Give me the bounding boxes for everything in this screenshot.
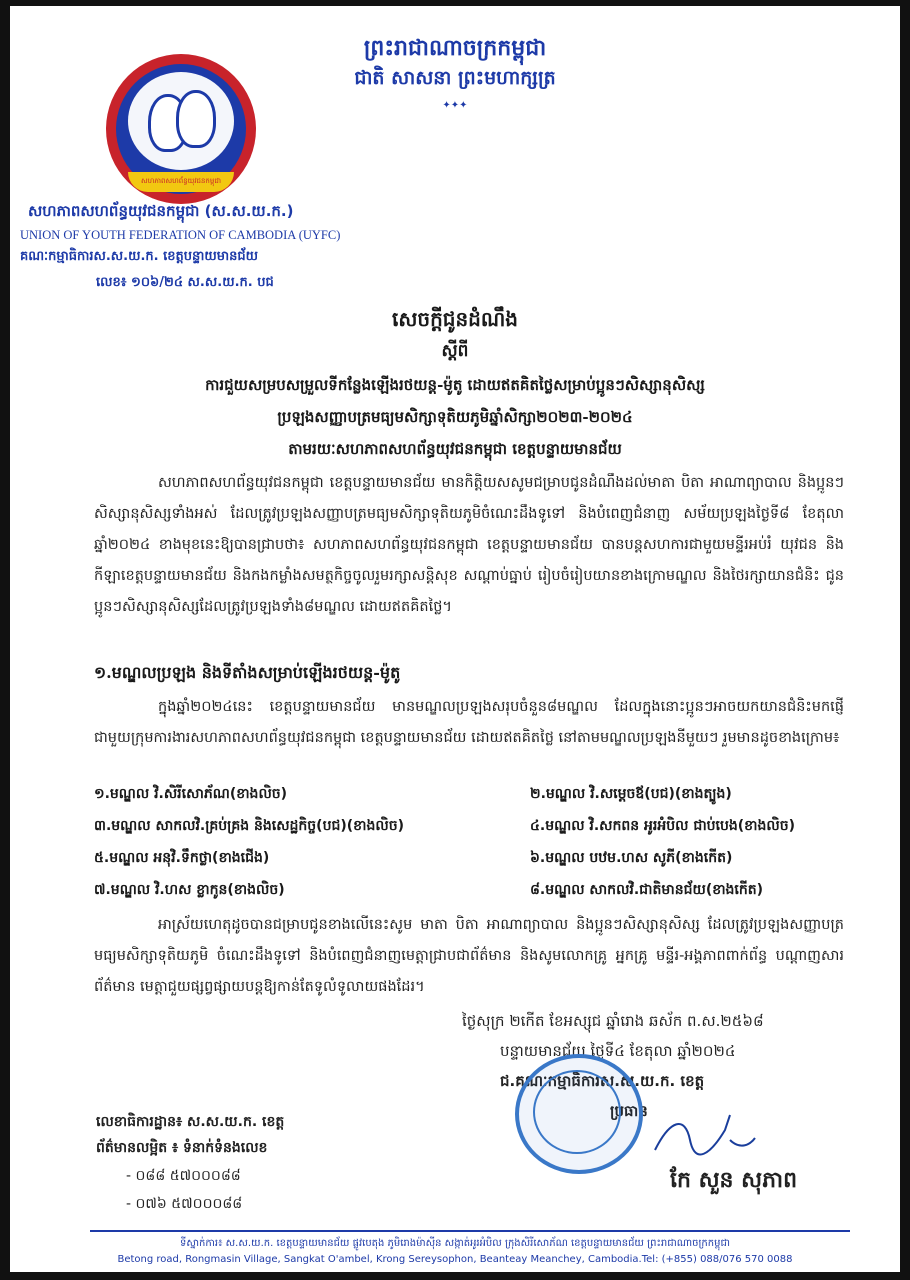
- body-paragraph-3: អាស្រ័យហេតុដូចបានជម្រាបជូនខាងលើនេះសូម មាតា បិតា អាណាព្យាបាល និងប្អូនៗសិស្សានុសិស្ស ដែលត្រូវប្រឡងសញ្ញាបត្រមធ្យមសិក្សាទុតិយភូមិ ចំណេះដឹងទូទៅ និងបំពេញជំនាញមេត្តាជ្រាបជាព័ត៌មាន និងសូមលោកគ្រូ អ្នកគ្រូ មន្ទីរ-អង្គភាពពាក់ព័ន្ធ បណ្តាញសារព័ត៌មាន មេត្តាជួយផ្សព្វផ្សាយបន្តឱ្យកាន់តែទូលំទូលាយផងដែរ។: [94, 917, 844, 995]
- official-stamp: [515, 1054, 643, 1174]
- exam-center-6: ៦.មណ្ឌល បឋម.ហស សូភី(ខាងកើត): [530, 850, 733, 866]
- exam-center-3: ៣.មណ្ឌល សាកលវិ.គ្រប់គ្រង និងសេដ្ឋកិច្ច(បជ)(ខាងលិច): [94, 818, 404, 834]
- org-name-kh: សហភាពសហព័ន្ធយុវជនកម្ពុជា (ស.ស.យ.ក.): [28, 202, 294, 220]
- footer-address-kh: ទីស្នាក់ការ៖ ស.ស.យ.ក. ខេត្តបន្ទាយមានជ័យ ផ្លូវបេតុង ភូមិរោងម៉ាស៊ីន សង្កាត់អូរអំបិល ក្រុងសិរីសោភ័ណ ខេត្តបន្ទាយមានជ័យ ព្រះរាជាណាចក្រកម្ពុជា: [179, 1238, 730, 1249]
- notice-subject-line1: ការជួយសម្របសម្រួលទីកន្លែងឡើងរថយន្ត-ម៉ូតូ ដោយឥតគិតថ្លៃសម្រាប់ប្អូនៗសិស្សានុសិស្ស: [205, 376, 705, 394]
- exam-center-1: ១.មណ្ឌល វិ.សិរីសោភ័ណ(ខាងលិច): [94, 786, 288, 802]
- org-name-en: UNION OF YOUTH FEDERATION OF CAMBODIA (UYFC): [20, 228, 341, 242]
- notice-subject-line2: ប្រឡងសញ្ញាបត្រមធ្យមសិក្សាទុតិយភូមិឆ្នាំសិក្សា២០២៣-២០២៤: [277, 408, 633, 426]
- signer-organization: ជ.គណៈកម្មាធិការស.ស.យ.ក. ខេត្ត: [500, 1072, 705, 1090]
- signer-name: កែ សួន សុភាព: [670, 1167, 798, 1193]
- footer-address-en: Betong road, Rongmasin Village, Sangkat O'ambel, Krong Sereysophon, Beanteay Meanchey, Cambodia.Tel: (+855) 088/076 570 0088: [117, 1254, 793, 1265]
- notice-title: សេចក្តីជូនដំណឹង: [392, 307, 518, 331]
- contact-secretariat: លេខាធិការដ្ឋាន៖ ស.ស.យ.ក. ខេត្ត: [96, 1114, 285, 1130]
- exam-center-5: ៥.មណ្ឌល អនុវិ.ទឹកថ្លា(ខាងជើង): [94, 850, 270, 866]
- ornament-divider: ✦✦✦: [442, 100, 468, 111]
- signer-title: ប្រធាន: [610, 1102, 648, 1120]
- body-paragraph-1: សហភាពសហព័ន្ធយុវជនកម្ពុជា ខេត្តបន្ទាយមានជ័យ មានកិត្តិយសសូមជម្រាបជូនដំណឹងដល់មាតា បិតា អាណាព្យាបាល និងប្អូនៗសិស្សានុសិស្សទាំងអស់ ដែលត្រូវប្រឡងសញ្ញាបត្រមធ្យមសិក្សាទុតិយភូមិចំណេះដឹងទូទៅ និងបំពេញជំនាញ សម័យប្រឡងថ្ងៃទី៨ ខែតុលា ឆ្នាំ២០២៤ ខាងមុខនេះឱ្យបានជ្រាបថា៖ សហភាពសហព័ន្ធយុវជនកម្ពុជា ខេត្តបន្ទាយមានជ័យ បានបន្តសហការជាមួយមន្ទីរអប់រំ យុវជន និងកីឡាខេត្តបន្ទាយមានជ័យ និងកងកម្លាំងសមត្ថកិច្ចចូលរួមរក្សាសន្តិសុខ សណ្តាប់ធ្នាប់ រៀបចំរៀបយានខាងក្រោមណ្ឌល និងថៃរក្សាយានជំនិះ ជូនប្អូនៗសិស្សានុសិស្សដែលត្រូវប្រឡងទាំង៨មណ្ឌល ដោយឥតគិតថ្លៃ។: [94, 475, 844, 615]
- exam-center-7: ៧.មណ្ឌល វិ.ហស ខ្លាកូន(ខាងលិច): [94, 882, 285, 898]
- exam-center-4: ៤.មណ្ឌល វិ.សកពន អូរអំបិល ជាប់បេង(ខាងលិច): [530, 818, 796, 834]
- footer-divider: [90, 1230, 850, 1232]
- contact-info-label: ព័ត៌មានលម្អិត ៖ ទំនាក់ទំនងលេខ: [96, 1140, 268, 1156]
- exam-center-8: ៨.មណ្ឌល សាកលវិ.ជាតិមានជ័យ(ខាងកើត): [530, 882, 764, 898]
- letter-page: [10, 6, 900, 1272]
- kingdom-heading: ព្រះរាជាណាចក្រកម្ពុជា: [363, 35, 547, 61]
- body-paragraph-2: ក្នុងឆ្នាំ២០២៤នេះ ខេត្តបន្ទាយមានជ័យ មានមណ្ឌលប្រឡងសរុបចំនួន៨មណ្ឌល ដែលក្នុងនោះប្អូនៗអាចយកយានជំនិះមកផ្ញើជាមួយក្រុមការងារសហភាពសហព័ន្ធយុវជនកម្ពុជា ខេត្តបន្ទាយមានជ័យ ដោយឥតគិតថ្លៃ នៅតាមមណ្ឌលប្រឡងនីមួយៗ រួមមានដូចខាងក្រោម៖: [94, 699, 844, 746]
- motto-heading: ជាតិ សាសនា ព្រះមហាក្សត្រ: [354, 67, 556, 89]
- lunar-date: ថ្ងៃសុក្រ ២កើត ខែអស្សុជ ឆ្នាំរោង ឆស័ក ព.ស.២៥៦៨: [462, 1012, 764, 1030]
- notice-subject-label: ស្តីពី: [441, 341, 469, 361]
- reference-number: លេខ៖ ១០៦/២៤ ស.ស.យ.ក. បជ: [96, 275, 274, 290]
- section-heading-1: ១.មណ្ឌលប្រឡង និងទីតាំងសម្រាប់ឡើងរថយន្ត-ម៉ូតូ: [94, 663, 401, 682]
- exam-center-2: ២.មណ្ឌល វិ.សម្តេចឪ(បជ)(ខាងត្បូង): [530, 786, 732, 802]
- contact-phone-1: - ០៨៨ ៥៧០០០៨៨: [126, 1168, 241, 1184]
- notice-subject-line3: តាមរយៈសហភាពសហព័ន្ធយុវជនកម្ពុជា ខេត្តបន្ទាយមានជ័យ: [288, 440, 622, 458]
- solar-date: បន្ទាយមានជ័យ ថ្ងៃទី៤ ខែតុលា ឆ្នាំ២០២៤: [500, 1042, 736, 1060]
- contact-phone-2: - ០៧៦ ៥៧០០០៨៨: [126, 1196, 243, 1212]
- uyfc-logo: [106, 54, 256, 204]
- signature-mark: [650, 1110, 760, 1160]
- committee-name: គណៈកម្មាធិការស.ស.យ.ក. ខេត្តបន្ទាយមានជ័យ: [20, 249, 259, 264]
- logo-band-text: សហភាពសហព័ន្ធយុវជនកម្ពុជា: [128, 172, 234, 192]
